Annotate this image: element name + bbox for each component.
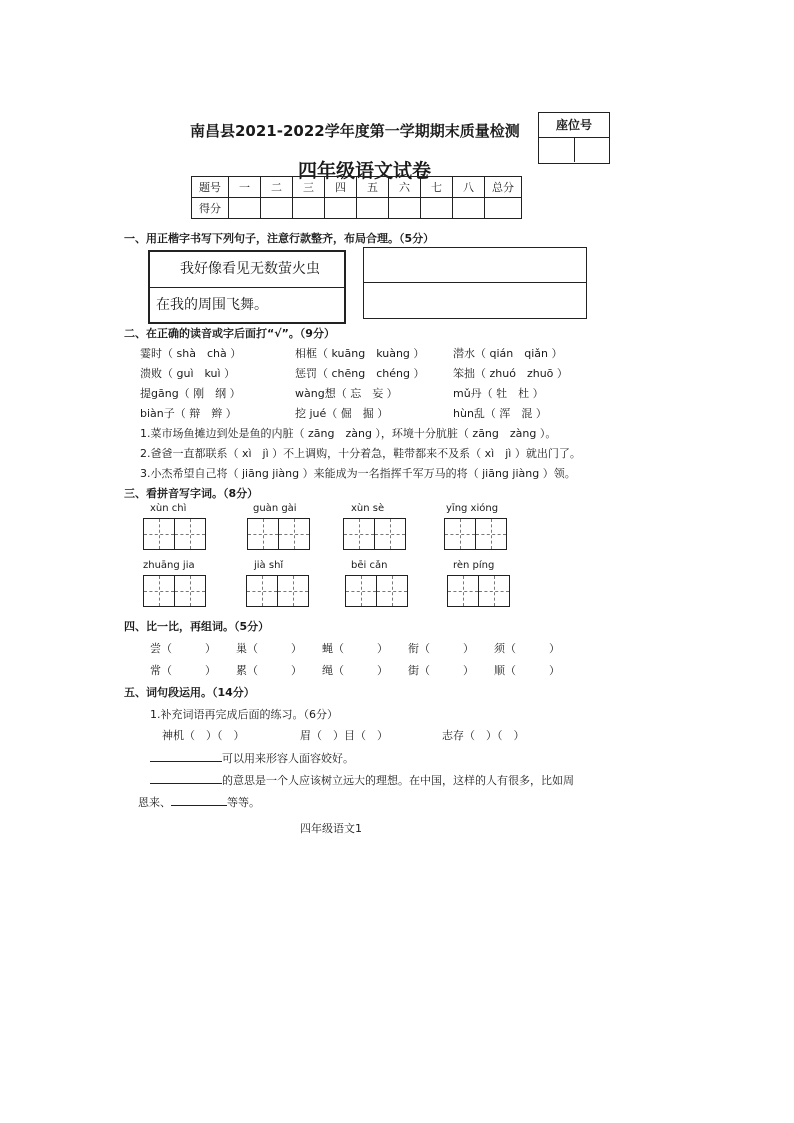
compare-item: 绳（ ） xyxy=(322,664,388,677)
pronunciation-item: 笨拙（ zhuó zhuō ） xyxy=(453,367,568,380)
copy-line-1: 我好像看见无数萤火虫 xyxy=(150,252,344,288)
score-header-cell: 总分 xyxy=(485,177,522,198)
compare-item: 巢（ ） xyxy=(236,642,302,655)
pronunciation-item: 相框（ kuāng kuàng ） xyxy=(295,347,425,360)
score-header-cell: 一 xyxy=(229,177,261,198)
idiom-item: 志存（ ）（ ） xyxy=(442,729,525,742)
section2-heading: 二、在正确的读音或字后面打“√”。（9分） xyxy=(124,327,335,340)
grid-cell[interactable] xyxy=(475,518,507,550)
seat-cell[interactable] xyxy=(575,138,610,162)
score-header-cell: 八 xyxy=(453,177,485,198)
section5-heading: 五、词句段运用。（14分） xyxy=(124,686,255,699)
pronunciation-item: 溃败（ guì kuì ） xyxy=(140,367,236,380)
fill-line-2 xyxy=(150,772,574,788)
score-cell[interactable] xyxy=(325,198,357,219)
grid-cell[interactable] xyxy=(277,575,309,607)
grid-cell[interactable] xyxy=(143,575,175,607)
compare-item: 街（ ） xyxy=(408,664,474,677)
pinyin-label: yīng xióng xyxy=(446,503,499,514)
pronunciation-item: 潜水（ qián qiǎn ） xyxy=(453,347,563,360)
pinyin-label: xùn chì xyxy=(150,503,187,514)
seat-number-label: 座位号 xyxy=(539,113,609,138)
grid-cell[interactable] xyxy=(143,518,175,550)
writing-line[interactable] xyxy=(364,248,586,283)
score-cell[interactable] xyxy=(485,198,522,219)
pronunciation-item: wàng想（ 忘 妄 ） xyxy=(295,387,398,400)
fill-line-3-pre: 恩来、 xyxy=(138,796,171,809)
writing-grid xyxy=(343,518,405,550)
grid-cell[interactable] xyxy=(345,575,377,607)
grid-cell[interactable] xyxy=(174,575,206,607)
section1-heading: 一、用正楷字书写下列句子，注意行款整齐，布局合理。（5分） xyxy=(124,232,435,245)
score-header-cell: 题号 xyxy=(192,177,229,198)
score-header-cell: 四 xyxy=(325,177,357,198)
grid-cell[interactable] xyxy=(478,575,510,607)
pronunciation-item: 提gāng（ 刚 纲 ） xyxy=(140,387,241,400)
page-footer: 四年级语文1 xyxy=(300,822,362,835)
fill-line-3-post: 等等。 xyxy=(227,796,260,809)
answer-blank[interactable] xyxy=(150,772,222,784)
score-cell[interactable] xyxy=(421,198,453,219)
section4-heading: 四、比一比，再组词。（5分） xyxy=(124,620,270,633)
score-table xyxy=(191,176,522,219)
writing-grid xyxy=(345,575,407,607)
sentence-item: 2.爸爸一直都联系（ xì jì ）不上调购，十分着急，鞋带都来不及系（ xì jì ）就出门了。 xyxy=(140,447,581,460)
grid-cell[interactable] xyxy=(278,518,310,550)
score-header-cell: 七 xyxy=(421,177,453,198)
compare-item: 衔（ ） xyxy=(408,642,474,655)
exam-subtitle: 四年级语文试卷 xyxy=(298,160,432,182)
sentence-item: 3.小杰希望自己将（ jiāng jiàng ）来能成为一名指挥千军万马的将（ jiāng jiàng ）领。 xyxy=(140,467,576,480)
pronunciation-item: 惩罚（ chēng chéng ） xyxy=(295,367,425,380)
exam-title: 南昌县2021-2022学年度第一学期期末质量检测 xyxy=(190,122,520,140)
grid-cell[interactable] xyxy=(447,575,479,607)
score-row-label: 得分 xyxy=(192,198,229,219)
pronunciation-item: 霎时（ shà chà ） xyxy=(140,347,242,360)
score-header-cell: 三 xyxy=(293,177,325,198)
grid-cell[interactable] xyxy=(246,575,278,607)
pinyin-label: xùn sè xyxy=(351,503,385,514)
answer-blank[interactable] xyxy=(171,794,227,806)
grid-cell[interactable] xyxy=(247,518,279,550)
writing-grid xyxy=(447,575,509,607)
compare-item: 常（ ） xyxy=(150,664,216,677)
pinyin-label: jià shǐ xyxy=(254,560,284,571)
score-header-cell: 六 xyxy=(389,177,421,198)
pronunciation-item: hùn乱（ 浑 混 ） xyxy=(453,407,547,420)
score-header-cell: 二 xyxy=(261,177,293,198)
writing-grid xyxy=(246,575,308,607)
fill-line-1 xyxy=(150,750,354,766)
score-cell[interactable] xyxy=(261,198,293,219)
writing-grid xyxy=(143,518,205,550)
copy-line-2: 在我的周围飞舞。 xyxy=(156,297,268,313)
score-cell[interactable] xyxy=(389,198,421,219)
pinyin-label: bēi cǎn xyxy=(351,560,388,571)
pronunciation-item: 挖 jué（ 倔 掘 ） xyxy=(295,407,389,420)
score-cell[interactable] xyxy=(229,198,261,219)
score-header-cell: 五 xyxy=(357,177,389,198)
writing-grid xyxy=(143,575,205,607)
grid-cell[interactable] xyxy=(376,575,408,607)
writing-box xyxy=(363,247,587,319)
idiom-item: 神机（ ）（ ） xyxy=(162,729,245,742)
section3-heading: 三、看拼音写字词。（8分） xyxy=(124,487,259,500)
compare-item: 尝（ ） xyxy=(150,642,216,655)
writing-line[interactable] xyxy=(364,283,586,317)
pinyin-label: guàn gài xyxy=(253,503,297,514)
copy-sentence-box xyxy=(148,250,346,324)
sentence-item: 1.菜市场鱼摊边到处是鱼的内脏（ zāng zàng ），环境十分肮脏（ zāng zàng ）。 xyxy=(140,427,557,440)
seat-number-box xyxy=(538,112,610,164)
pinyin-label: zhuāng jia xyxy=(143,560,195,571)
compare-item: 须（ ） xyxy=(494,642,560,655)
compare-item: 蝇（ ） xyxy=(322,642,388,655)
seat-cell[interactable] xyxy=(539,138,575,162)
answer-blank[interactable] xyxy=(150,750,222,762)
fill-line-3 xyxy=(138,794,260,810)
pronunciation-item: mǔ丹（ 牡 杜 ） xyxy=(453,387,544,400)
pronunciation-item: biàn子（ 辩 辫 ） xyxy=(140,407,237,420)
fill-line-2-text: 的意思是一个人应该树立远大的理想。在中国，这样的人有很多，比如周 xyxy=(222,774,574,787)
score-cell[interactable] xyxy=(293,198,325,219)
score-cell[interactable] xyxy=(453,198,485,219)
compare-item: 累（ ） xyxy=(236,664,302,677)
grid-cell[interactable] xyxy=(374,518,406,550)
grid-cell[interactable] xyxy=(444,518,476,550)
section5-sub1: 1.补充词语再完成后面的练习。（6分） xyxy=(150,708,338,721)
pinyin-label: rèn píng xyxy=(453,560,495,571)
writing-grid xyxy=(444,518,506,550)
grid-cell[interactable] xyxy=(343,518,375,550)
grid-cell[interactable] xyxy=(174,518,206,550)
writing-grid xyxy=(247,518,309,550)
idiom-item: 眉（ ）目（ ） xyxy=(300,729,388,742)
compare-item: 顺（ ） xyxy=(494,664,560,677)
fill-line-1-text: 可以用来形容人面容姣好。 xyxy=(222,752,354,765)
score-cell[interactable] xyxy=(357,198,389,219)
